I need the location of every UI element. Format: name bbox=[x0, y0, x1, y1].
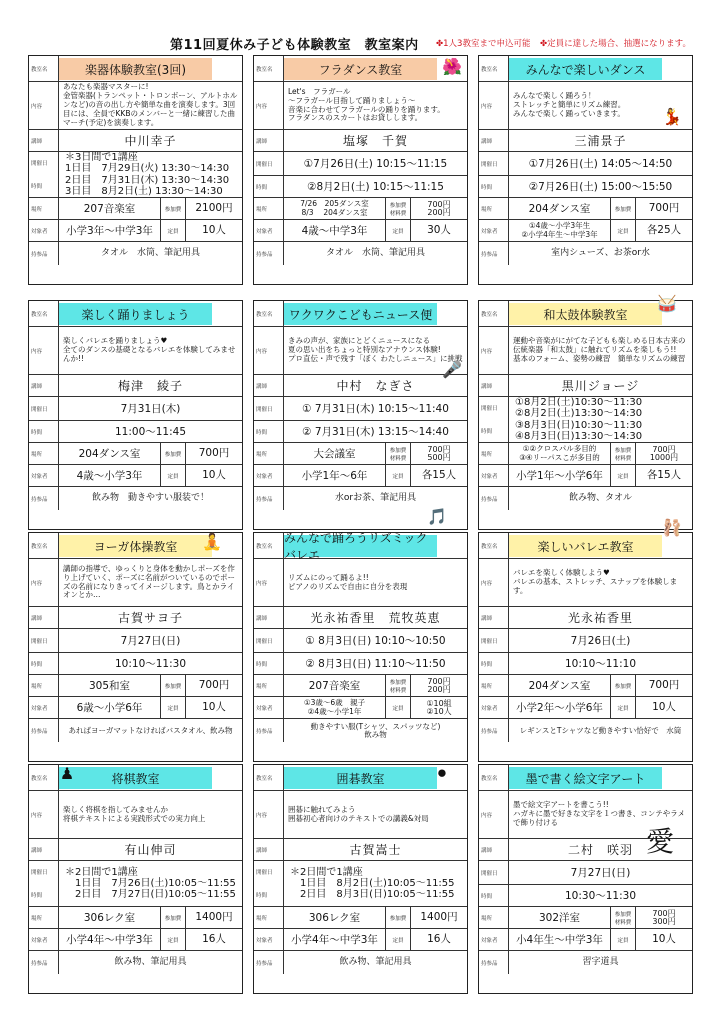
label-fee: 参加費 材料費 bbox=[385, 443, 411, 464]
class-date: ① 7月31日(木) 10:15～11:40 bbox=[302, 403, 449, 415]
class-place: 306レク室 bbox=[308, 912, 361, 924]
label-fee: 参加費 材料費 bbox=[385, 198, 411, 219]
label-teacher: 講師 bbox=[479, 839, 509, 860]
class-place: 204ダンス室 bbox=[528, 680, 591, 692]
class-capacity: 各15人 bbox=[421, 469, 457, 482]
class-items: レギンスとTシャツなど動きやすい恰好で 水筒 bbox=[519, 725, 682, 735]
class-card bbox=[478, 532, 693, 762]
class-place: 大会議室 bbox=[313, 448, 356, 460]
yoga-figure-icon: 🧘 bbox=[202, 531, 222, 551]
label-class-name: 教室名 bbox=[254, 301, 284, 326]
class-place: 207音楽室 bbox=[308, 680, 361, 692]
label-date: 開催日 bbox=[481, 406, 498, 413]
class-target: ①3歳～6歳 親子 ②4歳～小学1年 bbox=[303, 698, 366, 716]
ballerina-icon: 🩰 bbox=[662, 517, 682, 537]
label-date: 開催日 bbox=[254, 629, 284, 652]
label-teacher: 講師 bbox=[479, 375, 509, 396]
label-class-name: 教室名 bbox=[479, 301, 509, 326]
teacher-name: 三浦景子 bbox=[574, 134, 627, 148]
class-fee: 700円 bbox=[198, 679, 230, 692]
label-time: 時間 bbox=[479, 176, 509, 197]
class-items: 水orお茶、筆記用具 bbox=[334, 492, 417, 503]
class-card bbox=[28, 764, 243, 994]
class-card bbox=[28, 532, 243, 762]
label-capacity: 定員 bbox=[610, 465, 636, 486]
label-teacher: 講師 bbox=[254, 130, 284, 151]
label-content: 内容 bbox=[479, 82, 509, 129]
label-fee: 参加費 材料費 bbox=[610, 443, 636, 464]
label-time: 時間 bbox=[254, 653, 284, 674]
label-time: 時間 bbox=[254, 176, 284, 197]
label-date: 開催日 bbox=[479, 629, 509, 652]
go-stone-icon: ⚫ bbox=[435, 763, 449, 783]
label-time: 時間 bbox=[31, 892, 43, 899]
class-title: 楽しく踊りましょう bbox=[59, 303, 212, 325]
class-card bbox=[478, 764, 693, 994]
class-title: フラダンス教室 bbox=[284, 58, 437, 80]
label-class-name: 教室名 bbox=[29, 533, 59, 558]
label-class-name: 教室名 bbox=[254, 56, 284, 81]
class-fee: 700円 1000円 bbox=[649, 444, 679, 462]
class-place: 204ダンス室 bbox=[78, 448, 141, 460]
class-description: 囲碁に触れてみよう 囲碁初心者向けのテキストでの講義&対局 bbox=[288, 804, 429, 823]
class-description: 運動や音楽がにがてな子どもも楽しめる日本古来の伝統楽器「和太鼓」に触れてリズムを楽しもう!! 基本のフォーム、姿勢の練習 簡単なリズムの練習 bbox=[513, 336, 686, 363]
class-title: 楽器体験教室(3回) bbox=[59, 58, 212, 80]
class-items: 飲み物、筆記用具 bbox=[339, 956, 412, 967]
label-items: 持参品 bbox=[254, 487, 284, 510]
calligraphy-sample: 愛 bbox=[645, 825, 674, 858]
label-fee: 参加費 bbox=[160, 907, 186, 928]
page-title: 第11回夏休み子ども体験教室 教室案内 bbox=[170, 38, 419, 53]
label-capacity: 定員 bbox=[385, 465, 411, 486]
class-description: きみの声が、家族にとどくニュースになる 夏の思い出をちょっと特別なアナウンス体験! プロ直伝・声で残す「ぼく わたしニュース」に挑戦 bbox=[288, 336, 463, 363]
label-target: 対象者 bbox=[254, 220, 284, 241]
label-items: 持参品 bbox=[479, 487, 509, 510]
teacher-name: 光永祐香里 bbox=[567, 611, 633, 625]
label-time: 時間 bbox=[479, 653, 509, 674]
class-schedule: ①8月2日(土)10:30～11:30 ②8月2日(土)13:30～14:30 ③8月3日(日)10:30～11:30 ④8月3日(日)13:30～14:30 bbox=[515, 397, 643, 442]
label-fee: 参加費 bbox=[385, 907, 411, 928]
label-content: 内容 bbox=[254, 559, 284, 606]
label-date: 開催日 bbox=[479, 861, 509, 884]
class-target: ①4歳～小学3年生 ②小学4年生～中学3年 bbox=[521, 221, 598, 239]
label-capacity: 定員 bbox=[160, 929, 186, 950]
class-title: 和太鼓体験教室 bbox=[509, 303, 662, 325]
class-schedule: ＊2日間で1講座 1日目 7月26日(土)10:05～11:55 2日目 7月27日(日)10:05～11:55 bbox=[65, 866, 236, 901]
label-date: 開催日 bbox=[29, 629, 59, 652]
label-place: 場所 bbox=[479, 443, 509, 464]
teacher-name: 二村 咲羽 bbox=[567, 843, 633, 857]
teacher-name: 梅津 綾子 bbox=[117, 379, 183, 393]
class-title: みんなで楽しいダンス bbox=[509, 58, 662, 80]
taiko-drum-icon: 🥁 bbox=[657, 293, 677, 313]
class-title: 墨で書く絵文字アート bbox=[509, 767, 662, 789]
label-content: 内容 bbox=[254, 82, 284, 129]
label-place: 場所 bbox=[254, 443, 284, 464]
announcer-microphone-icon: 🎤 bbox=[442, 359, 462, 379]
label-target: 対象者 bbox=[254, 697, 284, 718]
label-content: 内容 bbox=[254, 791, 284, 838]
label-place: 場所 bbox=[254, 907, 284, 928]
class-capacity: 10人 bbox=[652, 933, 676, 946]
class-title: 楽しいバレエ教室 bbox=[509, 535, 662, 557]
class-items: タオル 水筒、筆記用具 bbox=[325, 247, 425, 258]
class-fee: 700円 bbox=[198, 447, 230, 460]
class-description: バレエを楽しく体験しよう♥ バレエの基本、ストレッチ、スナップを体験します。 bbox=[513, 568, 678, 595]
label-place: 場所 bbox=[254, 198, 284, 219]
class-time: ② 7月31日(木) 13:15～14:40 bbox=[302, 426, 449, 438]
class-target: 4歳～中学3年 bbox=[301, 225, 368, 237]
class-card bbox=[253, 532, 468, 762]
teacher-name: 古賀嵩士 bbox=[349, 843, 402, 857]
class-fee: 1400円 bbox=[420, 911, 458, 924]
dancers-icon: 💃 bbox=[662, 106, 682, 126]
class-date: ①7月26日(土) 14:05～14:50 bbox=[528, 158, 673, 170]
class-fee: 700円 200円 bbox=[427, 199, 451, 217]
class-items: タオル 水筒、筆記用具 bbox=[100, 247, 200, 258]
class-capacity: ①10組 ②10人 bbox=[426, 698, 452, 716]
class-description: 墨で絵文字アートを書こう!! ハガキに墨で好きな文字を１つ書き、コンテやラメで飾り付ける bbox=[513, 800, 685, 827]
label-capacity: 定員 bbox=[385, 220, 411, 241]
label-capacity: 定員 bbox=[610, 929, 636, 950]
class-title: みんなで踊ろうリズミックバレエ bbox=[284, 535, 437, 557]
class-target: 小学1年～6年 bbox=[301, 470, 368, 482]
label-items: 持参品 bbox=[479, 719, 509, 742]
label-date: 開催日 bbox=[254, 397, 284, 420]
label-fee: 参加費 材料費 bbox=[385, 675, 411, 696]
class-title: 囲碁教室 bbox=[284, 767, 437, 789]
class-capacity: 16人 bbox=[427, 933, 451, 946]
class-items: 飲み物 動きやすい服装で！ bbox=[91, 492, 209, 503]
class-card bbox=[478, 300, 693, 530]
class-target: 小学4年～中学3年 bbox=[66, 934, 153, 946]
class-card bbox=[478, 55, 693, 285]
label-teacher: 講師 bbox=[29, 839, 59, 860]
class-date: 7月31日(木) bbox=[120, 403, 181, 415]
class-fee: 700円 200円 bbox=[427, 676, 451, 694]
class-date: 7月26日(土) bbox=[570, 635, 631, 647]
class-capacity: 10人 bbox=[202, 701, 226, 714]
class-description: 楽しくバレエを踊りましょう♥ 全てのダンスの基礎となるバレエを体験してみませんか!! bbox=[63, 336, 236, 363]
label-teacher: 講師 bbox=[29, 375, 59, 396]
class-place: ①②クロスパル多目的 ③④リーパスこが多目的 bbox=[519, 444, 600, 462]
class-description: 講師の指導で、ゆっくりと身体を動かしポーズを作り上げていく、ポーズに名前がついているのでポーズの名前になりきってイメージします。鳥とかライオンとか… bbox=[63, 563, 235, 600]
label-date: 開催日 bbox=[31, 161, 48, 168]
label-capacity: 定員 bbox=[610, 220, 636, 241]
label-place: 場所 bbox=[479, 907, 509, 928]
teacher-name: 古賀サヨ子 bbox=[117, 611, 183, 625]
label-date: 開催日 bbox=[256, 870, 273, 877]
label-target: 対象者 bbox=[29, 929, 59, 950]
label-target: 対象者 bbox=[29, 220, 59, 241]
teacher-name: 中村 なぎさ bbox=[336, 379, 415, 393]
label-teacher: 講師 bbox=[254, 607, 284, 628]
class-date: 7月27日(日) bbox=[120, 635, 181, 647]
class-fee: 700円 500円 bbox=[427, 444, 451, 462]
shogi-piece-icon: ♟ bbox=[59, 763, 75, 783]
class-date: ① 8月3日(日) 10:10～10:50 bbox=[305, 635, 446, 647]
class-time: 11:00～11:45 bbox=[114, 426, 187, 438]
label-time: 時間 bbox=[254, 421, 284, 442]
label-fee: 参加費 bbox=[610, 675, 636, 696]
class-target: 小学4年～中学3年 bbox=[291, 934, 378, 946]
label-fee: 参加費 bbox=[160, 198, 186, 219]
note-limit: ✤1人3教室まで申込可能 bbox=[436, 39, 531, 49]
label-date: 開催日 bbox=[29, 397, 59, 420]
class-card bbox=[28, 300, 243, 530]
label-teacher: 講師 bbox=[254, 839, 284, 860]
class-title: 将棋教室 bbox=[59, 767, 212, 789]
label-fee: 参加費 材料費 bbox=[610, 907, 636, 928]
label-target: 対象者 bbox=[29, 465, 59, 486]
class-card bbox=[28, 55, 243, 285]
class-fee: 2100円 bbox=[195, 202, 233, 215]
label-time: 時間 bbox=[31, 183, 43, 190]
class-schedule: ＊3日間で1講座 1日目 7月29日(火) 13:30～14:30 2日目 7月31日(木) 13:30～14:30 3日目 8月2日(土) 13:30～14:30 bbox=[65, 152, 230, 197]
class-place: 306レク室 bbox=[83, 912, 136, 924]
label-content: 内容 bbox=[29, 791, 59, 838]
label-capacity: 定員 bbox=[160, 697, 186, 718]
label-class-name: 教室名 bbox=[479, 533, 509, 558]
label-class-name: 教室名 bbox=[29, 301, 59, 326]
label-target: 対象者 bbox=[29, 697, 59, 718]
class-target: 小学2年～小学6年 bbox=[516, 702, 603, 714]
class-items: 室内シューズ、お茶or水 bbox=[551, 247, 650, 258]
class-capacity: 10人 bbox=[202, 469, 226, 482]
label-place: 場所 bbox=[29, 198, 59, 219]
label-content: 内容 bbox=[479, 791, 509, 838]
teacher-name: 黒川ジョージ bbox=[561, 379, 640, 393]
label-items: 持参品 bbox=[479, 951, 509, 974]
label-content: 内容 bbox=[479, 559, 509, 606]
label-content: 内容 bbox=[29, 82, 59, 129]
label-items: 持参品 bbox=[254, 719, 284, 742]
class-time: 10:30～11:30 bbox=[564, 890, 637, 902]
label-teacher: 講師 bbox=[479, 130, 509, 151]
class-schedule: ＊2日間で1講座 1日目 8月2日(土)10:05～11:55 2日目 8月3日(日)10:05～11:55 bbox=[290, 866, 455, 901]
label-class-name: 教室名 bbox=[29, 765, 59, 790]
label-date: 開催日 bbox=[31, 870, 48, 877]
class-time: ②7月26日(土) 15:00～15:50 bbox=[528, 181, 673, 193]
label-target: 対象者 bbox=[254, 929, 284, 950]
label-fee: 参加費 bbox=[160, 443, 186, 464]
class-place: 305和室 bbox=[88, 680, 131, 692]
class-card bbox=[253, 300, 468, 530]
teacher-name: 塩塚 千賀 bbox=[342, 134, 408, 148]
label-capacity: 定員 bbox=[385, 697, 411, 718]
class-items: あればヨーガマットなければバスタオル、飲み物 bbox=[68, 725, 233, 735]
dancing-children-icon: 🎵 bbox=[427, 506, 447, 526]
class-capacity: 10人 bbox=[202, 224, 226, 237]
label-content: 内容 bbox=[479, 327, 509, 374]
label-fee: 参加費 bbox=[610, 198, 636, 219]
class-fee: 1400円 bbox=[195, 911, 233, 924]
label-content: 内容 bbox=[29, 327, 59, 374]
label-place: 場所 bbox=[254, 675, 284, 696]
note-lottery: ✤定員に達した場合、抽選になります。 bbox=[540, 39, 691, 49]
class-place: 207音楽室 bbox=[83, 203, 136, 215]
label-time: 時間 bbox=[29, 653, 59, 674]
label-capacity: 定員 bbox=[160, 220, 186, 241]
label-time: 時間 bbox=[481, 428, 493, 435]
class-items: 飲み物、タオル bbox=[568, 492, 632, 503]
label-items: 持参品 bbox=[479, 242, 509, 265]
class-date: 7月27日(日) bbox=[570, 867, 631, 879]
class-place: 302洋室 bbox=[538, 912, 581, 924]
class-description: Let's フラガール ～フラガール目指して踊りましょう～ 音楽に合わせてフラガールの踊りを踊ります。 フラダンスのスカートはお貸しします。 bbox=[288, 86, 445, 123]
class-fee: 700円 300円 bbox=[652, 908, 676, 926]
class-items: 習字道具 bbox=[582, 956, 619, 967]
teacher-name: 有山伸司 bbox=[124, 843, 177, 857]
label-date: 開催日 bbox=[254, 152, 284, 175]
class-description: みんなで楽しく踊ろう！ ストレッチと簡単にリズム練習。 みんなで楽しく踊っていきます。 bbox=[513, 91, 626, 118]
class-description: リズムにのって踊るよ!! ピアノのリズムで自由に自分を表現 bbox=[288, 572, 408, 591]
class-place: 204ダンス室 bbox=[528, 203, 591, 215]
class-capacity: 各15人 bbox=[646, 469, 682, 482]
label-place: 場所 bbox=[29, 907, 59, 928]
label-place: 場所 bbox=[29, 675, 59, 696]
label-time: 時間 bbox=[479, 885, 509, 906]
class-time: ②8月2日(土) 10:15～11:15 bbox=[307, 181, 444, 193]
class-place: 7/26 205ダンス室 8/3 204ダンス室 bbox=[300, 199, 369, 217]
label-class-name: 教室名 bbox=[254, 765, 284, 790]
label-class-name: 教室名 bbox=[254, 533, 284, 558]
class-time: 10:10～11:30 bbox=[114, 658, 187, 670]
label-time: 時間 bbox=[256, 892, 268, 899]
class-target: 小学3年～中学3年 bbox=[66, 225, 153, 237]
label-target: 対象者 bbox=[254, 465, 284, 486]
label-items: 持参品 bbox=[29, 951, 59, 974]
label-content: 内容 bbox=[254, 327, 284, 374]
label-items: 持参品 bbox=[29, 242, 59, 265]
hula-dancer-icon: 🌺 bbox=[442, 56, 462, 76]
class-time: ② 8月3日(日) 11:10～11:50 bbox=[305, 658, 446, 670]
class-time: 10:10～11:10 bbox=[564, 658, 637, 670]
class-description: あなたも楽器マスターに! 金管楽器(トランペット・トロンボーン、アルトホルンなど)の音の出し方や簡単な曲を演奏します。3回目には、全員でKKBのメンバーと一緒に練習した曲マーチ(予定)を演奏します。 bbox=[63, 82, 238, 127]
label-fee: 参加費 bbox=[160, 675, 186, 696]
class-fee: 700円 bbox=[648, 202, 680, 215]
label-place: 場所 bbox=[29, 443, 59, 464]
class-target: 4歳～小学3年 bbox=[76, 470, 143, 482]
class-capacity: 16人 bbox=[202, 933, 226, 946]
class-title: ヨーガ体操教室 bbox=[59, 535, 212, 557]
label-target: 対象者 bbox=[479, 929, 509, 950]
label-place: 場所 bbox=[479, 198, 509, 219]
label-capacity: 定員 bbox=[160, 465, 186, 486]
class-title: ワクワクこどもニュース便 bbox=[284, 303, 437, 325]
class-capacity: 10人 bbox=[652, 701, 676, 714]
label-teacher: 講師 bbox=[29, 607, 59, 628]
class-target: 小学1年～小学6年 bbox=[516, 470, 603, 482]
label-date: 開催日 bbox=[479, 152, 509, 175]
class-date: ①7月26日(土) 10:15～11:15 bbox=[303, 158, 448, 170]
class-fee: 700円 bbox=[648, 679, 680, 692]
class-target: 小4年生～中学3年 bbox=[516, 934, 603, 946]
label-class-name: 教室名 bbox=[479, 765, 509, 790]
label-items: 持参品 bbox=[254, 242, 284, 265]
class-target: 6歳～小学6年 bbox=[76, 702, 143, 714]
class-card bbox=[253, 55, 468, 285]
label-items: 持参品 bbox=[29, 719, 59, 742]
label-items: 持参品 bbox=[29, 487, 59, 510]
class-items: 飲み物、筆記用具 bbox=[114, 956, 187, 967]
label-class-name: 教室名 bbox=[29, 56, 59, 81]
label-place: 場所 bbox=[479, 675, 509, 696]
label-teacher: 講師 bbox=[29, 130, 59, 151]
class-capacity: 30人 bbox=[427, 224, 451, 237]
label-teacher: 講師 bbox=[254, 375, 284, 396]
label-capacity: 定員 bbox=[610, 697, 636, 718]
class-capacity: 各25人 bbox=[646, 224, 682, 237]
teacher-name: 光永祐香里 荒牧英恵 bbox=[310, 611, 441, 625]
class-items: 動きやすい服(Tシャツ、スパッツなど) 飲み物 bbox=[310, 721, 441, 739]
class-description: 楽しく将棋を指してみませんか 将棋テキストによる実践形式での実力向上 bbox=[63, 804, 206, 823]
label-capacity: 定員 bbox=[385, 929, 411, 950]
label-target: 対象者 bbox=[479, 465, 509, 486]
label-class-name: 教室名 bbox=[479, 56, 509, 81]
label-items: 持参品 bbox=[254, 951, 284, 974]
class-card bbox=[253, 764, 468, 994]
label-target: 対象者 bbox=[479, 220, 509, 241]
label-target: 対象者 bbox=[479, 697, 509, 718]
label-time: 時間 bbox=[29, 421, 59, 442]
label-content: 内容 bbox=[29, 559, 59, 606]
teacher-name: 中川幸子 bbox=[124, 134, 177, 148]
label-teacher: 講師 bbox=[479, 607, 509, 628]
